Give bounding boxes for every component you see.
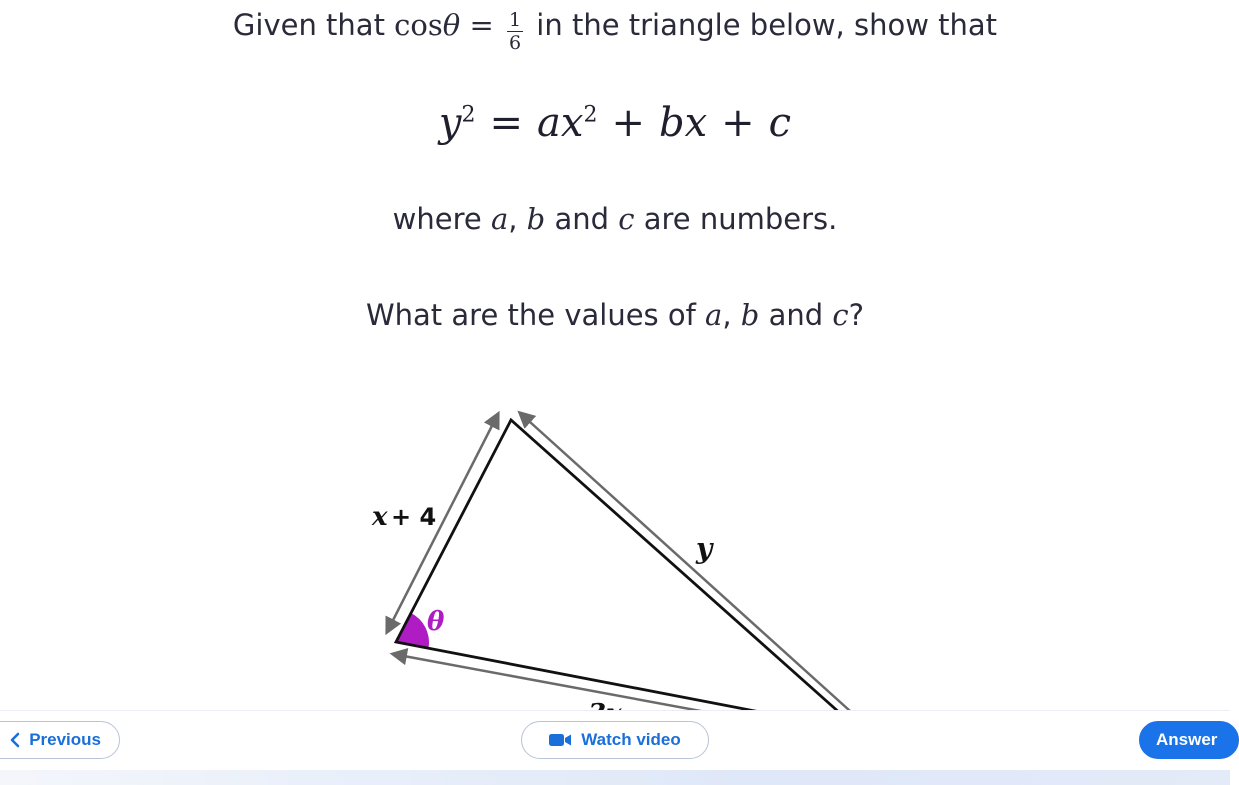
ask-comma: , [722, 298, 732, 332]
watch-video-button[interactable] [521, 721, 709, 759]
label-theta: θ [427, 607, 445, 637]
and-text: and [554, 202, 610, 236]
dimension-arrow-right [520, 413, 860, 720]
question-mark: ? [848, 298, 865, 332]
eq-x: x [560, 100, 584, 146]
ask-and-text: and [768, 298, 824, 332]
label-x-plus-4-rest: + 4 [391, 503, 437, 531]
watch-video-label: Watch video [581, 730, 681, 749]
equals-sign: = [469, 8, 494, 42]
triangle-outline [396, 420, 850, 722]
where-text: where [392, 202, 482, 236]
are-numbers-text: are numbers. [643, 202, 838, 236]
chevron-left-icon [9, 732, 21, 748]
cos-text: cos [394, 8, 443, 42]
var-b: b [526, 202, 546, 236]
label-y: y [696, 532, 713, 565]
eq-equals: = [489, 100, 524, 146]
eq-a: a [537, 100, 561, 146]
eq-bx: bx [658, 100, 708, 146]
comma: , [508, 202, 518, 236]
eq-y: y [438, 100, 462, 146]
intro-text: Given that [232, 8, 385, 42]
fraction-denominator: 6 [508, 32, 522, 54]
var-a: a [490, 202, 509, 236]
eq-x-exp: 2 [583, 102, 598, 128]
eq-c: c [768, 100, 792, 146]
ask-text: What are the values of [365, 298, 696, 332]
previous-button[interactable] [0, 721, 120, 759]
ask-var-b: b [740, 298, 760, 332]
previous-label: Previous [29, 730, 101, 749]
eq-plus-1: + [611, 100, 645, 146]
eq-plus-2: + [721, 100, 755, 146]
theta-text: θ [442, 8, 461, 42]
var-c: c [618, 202, 635, 236]
ask-var-c: c [832, 298, 849, 332]
video-camera-icon [549, 733, 573, 747]
ask-var-a: a [705, 298, 723, 332]
fraction-numerator: 1 [508, 9, 522, 31]
label-x-plus-4-var: x [372, 502, 388, 532]
answer-button[interactable] [1139, 721, 1239, 759]
answer-label: Answer [1156, 730, 1218, 749]
bottom-strip [0, 770, 1230, 785]
eq-y-exp: 2 [461, 102, 476, 128]
intro-tail: in the triangle below, show that [536, 8, 998, 42]
